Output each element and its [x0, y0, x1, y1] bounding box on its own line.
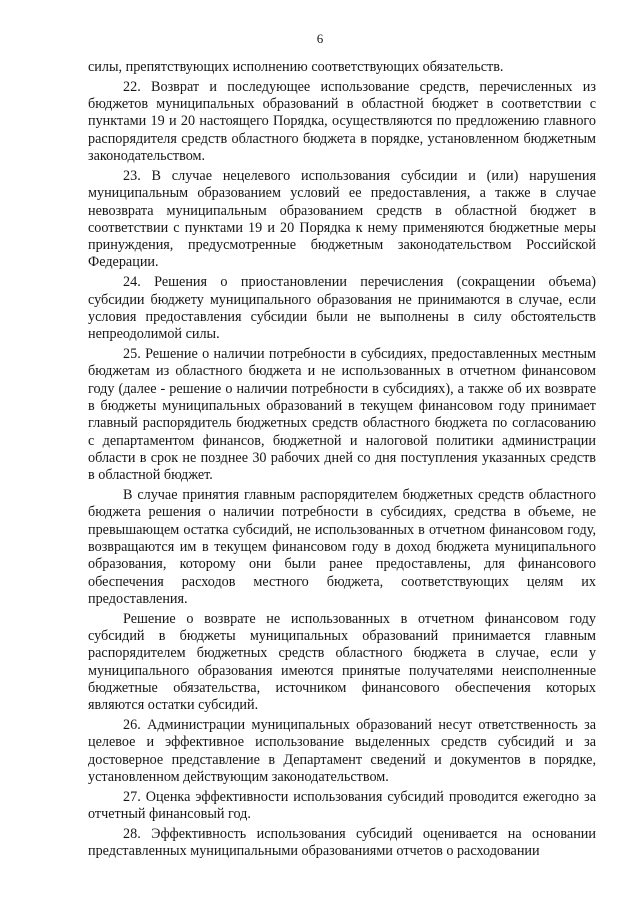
paragraph-24: 24. Решения о приостановлении перечисления (сокращении объема) субсидии бюджету муниципального образования не принимаются в случае, если условия предоставления субсидии были не выполнены в силу обстоятельств непреодолимой силы. [88, 274, 596, 343]
paragraph-25: 25. Решение о наличии потребности в субсидиях, предоставленных местным бюджетам из областного бюджета и не использованных в отчетном финансовом году (далее - решение о наличии потребности в субсидиях), а также об их возврате в бюджеты муниципальных образований в текущем финансовом году принимает главный распорядитель бюджетных средств областного бюджета по согласованию с департаментом финансов, бюджетной и налоговой политики администрации области в срок не позднее 30 рабочих дней со дня поступления указанных средств в областной бюджет. [88, 346, 596, 484]
page-number: 6 [316, 31, 324, 46]
paragraph-26: 26. Администрации муниципальных образований несут ответственность за целевое и эффективное использование выделенных средств субсидий и за достоверное представление в Департамент сведений и документов в порядке, установленном действующим законодательством. [88, 717, 596, 786]
paragraph-23: 23. В случае нецелевого использования субсидии и (или) нарушения муниципальным образованием условий ее предоставления, а также в случае невозврата муниципальным образованием средств в областной бюджет в соответствии с пунктами 19 и 20 Порядка к нему применяются бюджетные меры принуждения, предусмотренные бюджетным законодательством Российской Федерации. [88, 167, 596, 271]
paragraph-22: 22. Возврат и последующее использование средств, перечисленных из бюджетов муниципальных образований в областной бюджет в соответствии с пунктами 19 и 20 настоящего Порядка, осуществляются по предложению главного распорядителя средств областного бюджета в порядке, установленном бюджетным законодательством. [88, 78, 596, 165]
paragraph-continuation: силы, препятствующих исполнению соответствующих обязательств. [88, 59, 504, 75]
paragraph-25-part-3: Решение о возврате не использованных в отчетном финансовом году субсидий в бюджеты муниципальных образований принимается главным распорядителем бюджетных средств областного бюджета в случае, если у муниципального образования имеются принятые получателями неисполненные бюджетные обязательства, источником финансового обеспечения которых являются остатки субсидий. [88, 610, 596, 714]
paragraph-28: 28. Эффективность использования субсидий оценивается на основании представленных муниципальными образованиями отчетов о расходовании [88, 826, 596, 860]
document-body [88, 59, 596, 863]
paragraph-25-part-2: В случае принятия главным распорядителем бюджетных средств областного бюджета решения о наличии потребности в субсидиях, средства в объеме, не превышающем остатка субсидий, не использованных в отчетном финансовом году, возвращаются им в текущем финансовом году в доход бюджета муниципального образования, которому они были ранее предоставлены, для финансового обеспечения расходов местного бюджета, соответствующих целям их предоставления. [88, 487, 596, 607]
paragraph-27: 27. Оценка эффективности использования субсидий проводится ежегодно за отчетный финансовый год. [88, 788, 596, 823]
